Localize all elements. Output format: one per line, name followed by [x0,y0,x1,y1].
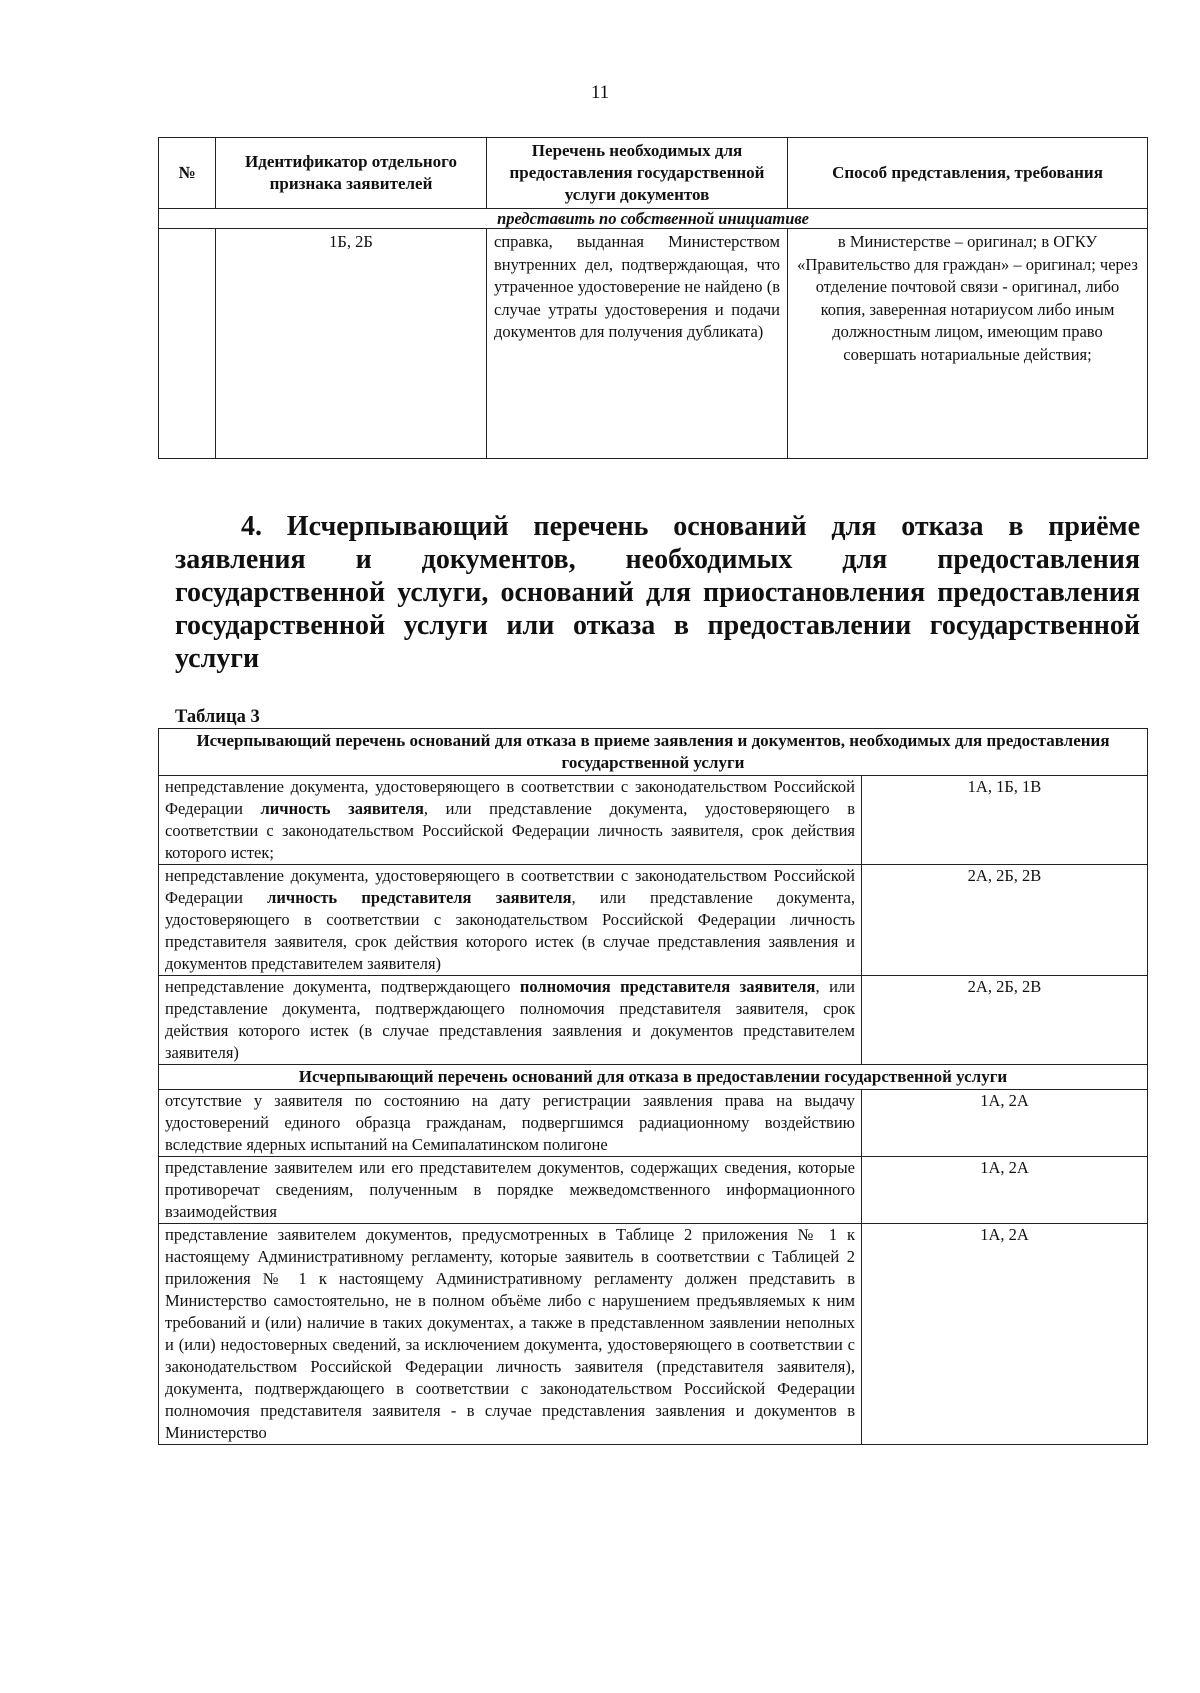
section-label: представить по собственной инициативе [159,209,1148,229]
cell-ground [159,776,862,865]
ground-emphasis: личность представителя заявителя [267,888,572,907]
table-row [159,976,1148,1065]
ground-text: , или представление документа, удостоверяющего в соответствии с законодательством Российской Федерации личность заявителя, срок действия которого истек; [165,799,855,862]
ground-text: непредставление документа, подтверждающего [165,977,520,996]
ground-text: непредставление документа, удостоверяющего в соответствии с законодательством Российской Федерации [165,866,855,907]
column-header-number: № [159,138,216,209]
table-caption: Таблица 3 [175,707,260,727]
column-header-documents: Перечень необходимых для предоставления государственной услуги документов [487,138,788,209]
ground-emphasis: личность заявителя [260,799,424,818]
documents-table [158,137,1148,459]
section-title: Исчерпывающий перечень оснований для отказа в приёме заявления и документов, необходимых для предоставления государственной услуги, оснований для приостановления предоставления государственной услуги или отказа в предоставлении государственной услуги [175,511,1141,674]
ground-emphasis: полномочия представителя заявителя [519,977,816,996]
page-number: 11 [590,82,610,103]
table-row [159,1090,1148,1157]
cell-ground: отсутствие у заявителя по состоянию на дату регистрации заявления права на выдачу удостоверений единого образца гражданам, подвергшимся радиационному воздействию вследствие ядерных испытаний на Семипалатинском полигоне [159,1090,862,1157]
section-heading [175,510,1140,675]
ground-text: непредставление документа, удостоверяющего в соответствии с законодательством Российской Федерации [165,777,855,818]
table-row [159,865,1148,976]
cell-applicant-codes: 1А, 1Б, 1В [862,776,1148,865]
cell-applicant-codes: 1А, 2А [862,1157,1148,1224]
group-header-row [159,729,1148,776]
table-row [159,1224,1148,1445]
cell-ground: представление заявителем или его представителем документов, содержащих сведения, которые противоречат сведениям, полученным в порядке межведомственного информационного взаимодействия [159,1157,862,1224]
cell-ground [159,865,862,976]
cell-identifier: 1Б, 2Б [216,229,487,459]
cell-applicant-codes: 2А, 2Б, 2В [862,976,1148,1065]
section-number: 4. [241,511,262,542]
cell-document: справка, выданная Министерством внутренних дел, подтверждающая, что утраченное удостоверение не найдено (в случае утраты удостоверения и подачи документов для получения дубликата) [487,229,788,459]
column-header-method: Способ представления, требования [788,138,1148,209]
table-row [159,1157,1148,1224]
cell-applicant-codes: 2А, 2Б, 2В [862,865,1148,976]
cell-number [159,229,216,459]
table-header-row [159,138,1148,209]
cell-ground: представление заявителем документов, предусмотренных в Таблице 2 приложения № 1 к настоящему Административному регламенту, которые заявитель в соответствии с Таблицей 2 приложения № 1 к настоящему Административному регламенту должен представить в Министерство самостоятельно, не в полном объёме либо с нарушением предъявляемых к ним требований и (или) наличие в таких документах, а также в представленном заявлении неполных и (или) недостоверных сведений, за исключением документа, удостоверяющего в соответствии с законодательством Российской Федерации личность заявителя (представителя заявителя), документа, подтверждающего в соответствии с законодательством Российской Федерации полномочия представителя заявителя - в случае представления заявления и документов в Министерство [159,1224,862,1445]
ground-text: , или представление документа, удостоверяющего в соответствии с законодательством Российской Федерации личность представителя заявителя, срок действия которого истек (в случае представления заявления и документов представителем заявителя) [165,888,855,973]
cell-applicant-codes: 1А, 2А [862,1090,1148,1157]
column-header-identifier: Идентификатор отдельного признака заявителей [216,138,487,209]
table-row [159,776,1148,865]
group-header-refusal-acceptance: Исчерпывающий перечень оснований для отказа в приеме заявления и документов, необходимых для предоставления государственной услуги [159,729,1148,776]
table-row [159,229,1148,459]
table-section-row [159,209,1148,229]
refusal-grounds-table [158,728,1148,1445]
group-header-refusal-service: Исчерпывающий перечень оснований для отказа в предоставлении государственной услуги [159,1065,1148,1090]
cell-applicant-codes: 1А, 2А [862,1224,1148,1445]
group-header-row [159,1065,1148,1090]
cell-ground [159,976,862,1065]
cell-method: в Министерстве – оригинал; в ОГКУ «Правительство для граждан» – оригинал; через отделение почтовой связи - оригинал, либо копия, заверенная нотариусом либо иным должностным лицом, имеющим право совершать нотариальные действия; [788,229,1148,459]
ground-text: , или представление документа, подтверждающего полномочия представителя заявителя, срок действия которого истек (в случае представления заявления и документов представителем заявителя) [165,977,855,1062]
